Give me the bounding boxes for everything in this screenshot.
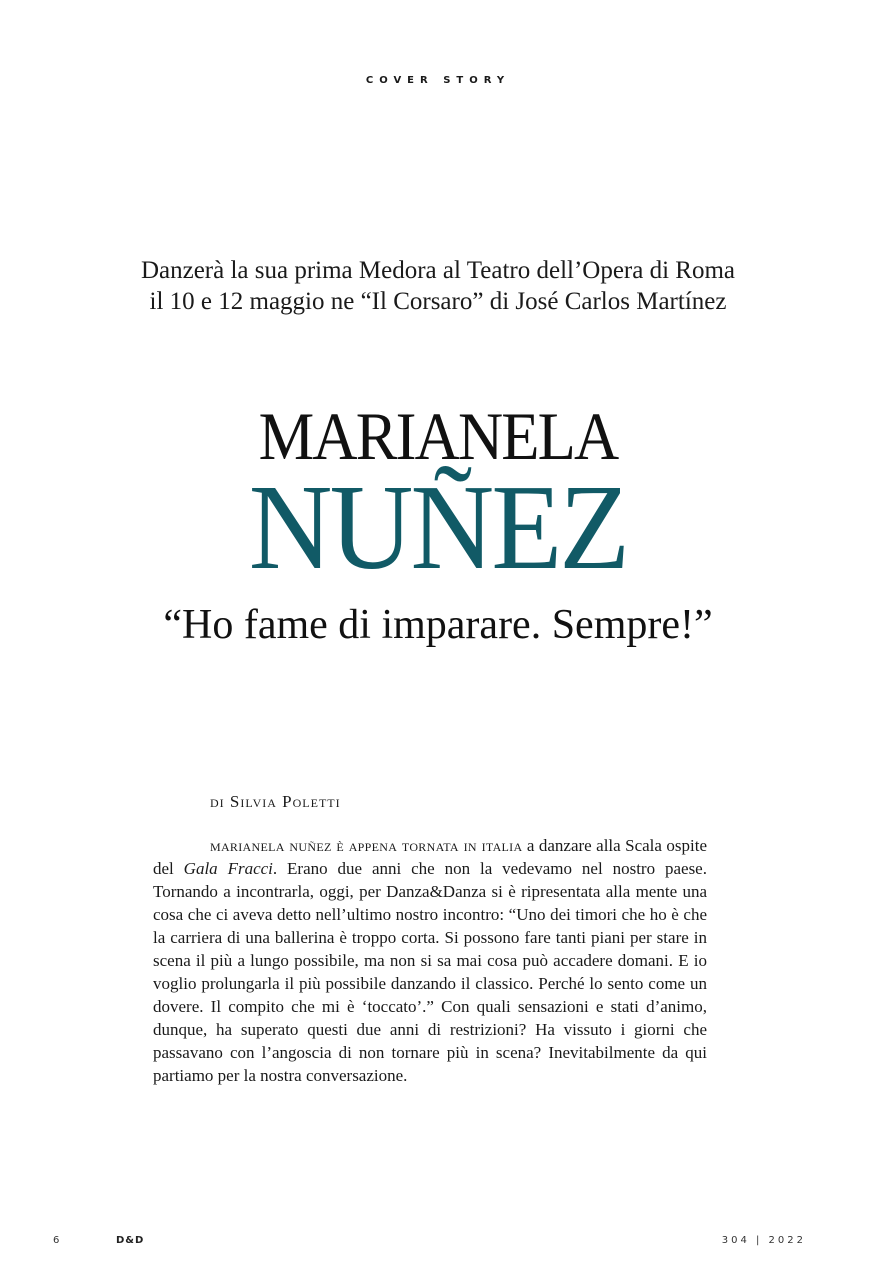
article-text-1: a danzare alla Scala ospite del (153, 836, 708, 878)
article-text-2: . Erano due anni che non la vedevamo nel nostro paese. Tornando a incontrarla, oggi, per Danza&Danza si è ripresentata alla mente una cosa che ci aveva detto nell’ultimo nostro incontro: “Uno dei timori che ho è che la carriera di una ballerina è troppo corta. Si possono fare tanti piani per stare in scena il più a lungo possibile, ma non si sa mai cosa può accadere domani. E io voglio prolungarla il più possibile danzando il classico. Perché lo sento come un dovere. Il compito che mi è ‘toccato’.” Con quali sensazioni e stati d’animo, dunque, ha superato questi due anni di restrizioni? Ha vissuto i giorni che passavano con l’angoscia di non tornare più in scena? Inevitabilmente da qui partiamo per la nostra conversazione. (153, 859, 707, 1085)
title-quote: “Ho fame di imparare. Sempre!” (163, 602, 713, 648)
article-italic: Gala Fracci (183, 859, 273, 878)
title-last-name: NUÑEZ (248, 460, 628, 595)
article-body (153, 834, 707, 1087)
section-label: COVER STORY (365, 75, 511, 86)
byline: di Silvia Poletti (210, 792, 341, 811)
article-paragraph (153, 834, 707, 1087)
article-lead: marianela nuñez è appena tornata in italia (210, 836, 523, 855)
footer-issue: 304 | 2022 (721, 1235, 806, 1246)
title-first-name: MARIANELA (258, 398, 618, 474)
subtitle-line-1: Danzerà la sua prima Medora al Teatro dell’Opera di Roma (140, 257, 736, 284)
subtitle-line-2: il 10 e 12 maggio ne “Il Corsaro” di José Carlos Martínez (149, 288, 727, 315)
footer-magazine: D&D (116, 1235, 145, 1246)
subtitle (0, 255, 876, 317)
footer-page-number: 6 (53, 1235, 60, 1246)
